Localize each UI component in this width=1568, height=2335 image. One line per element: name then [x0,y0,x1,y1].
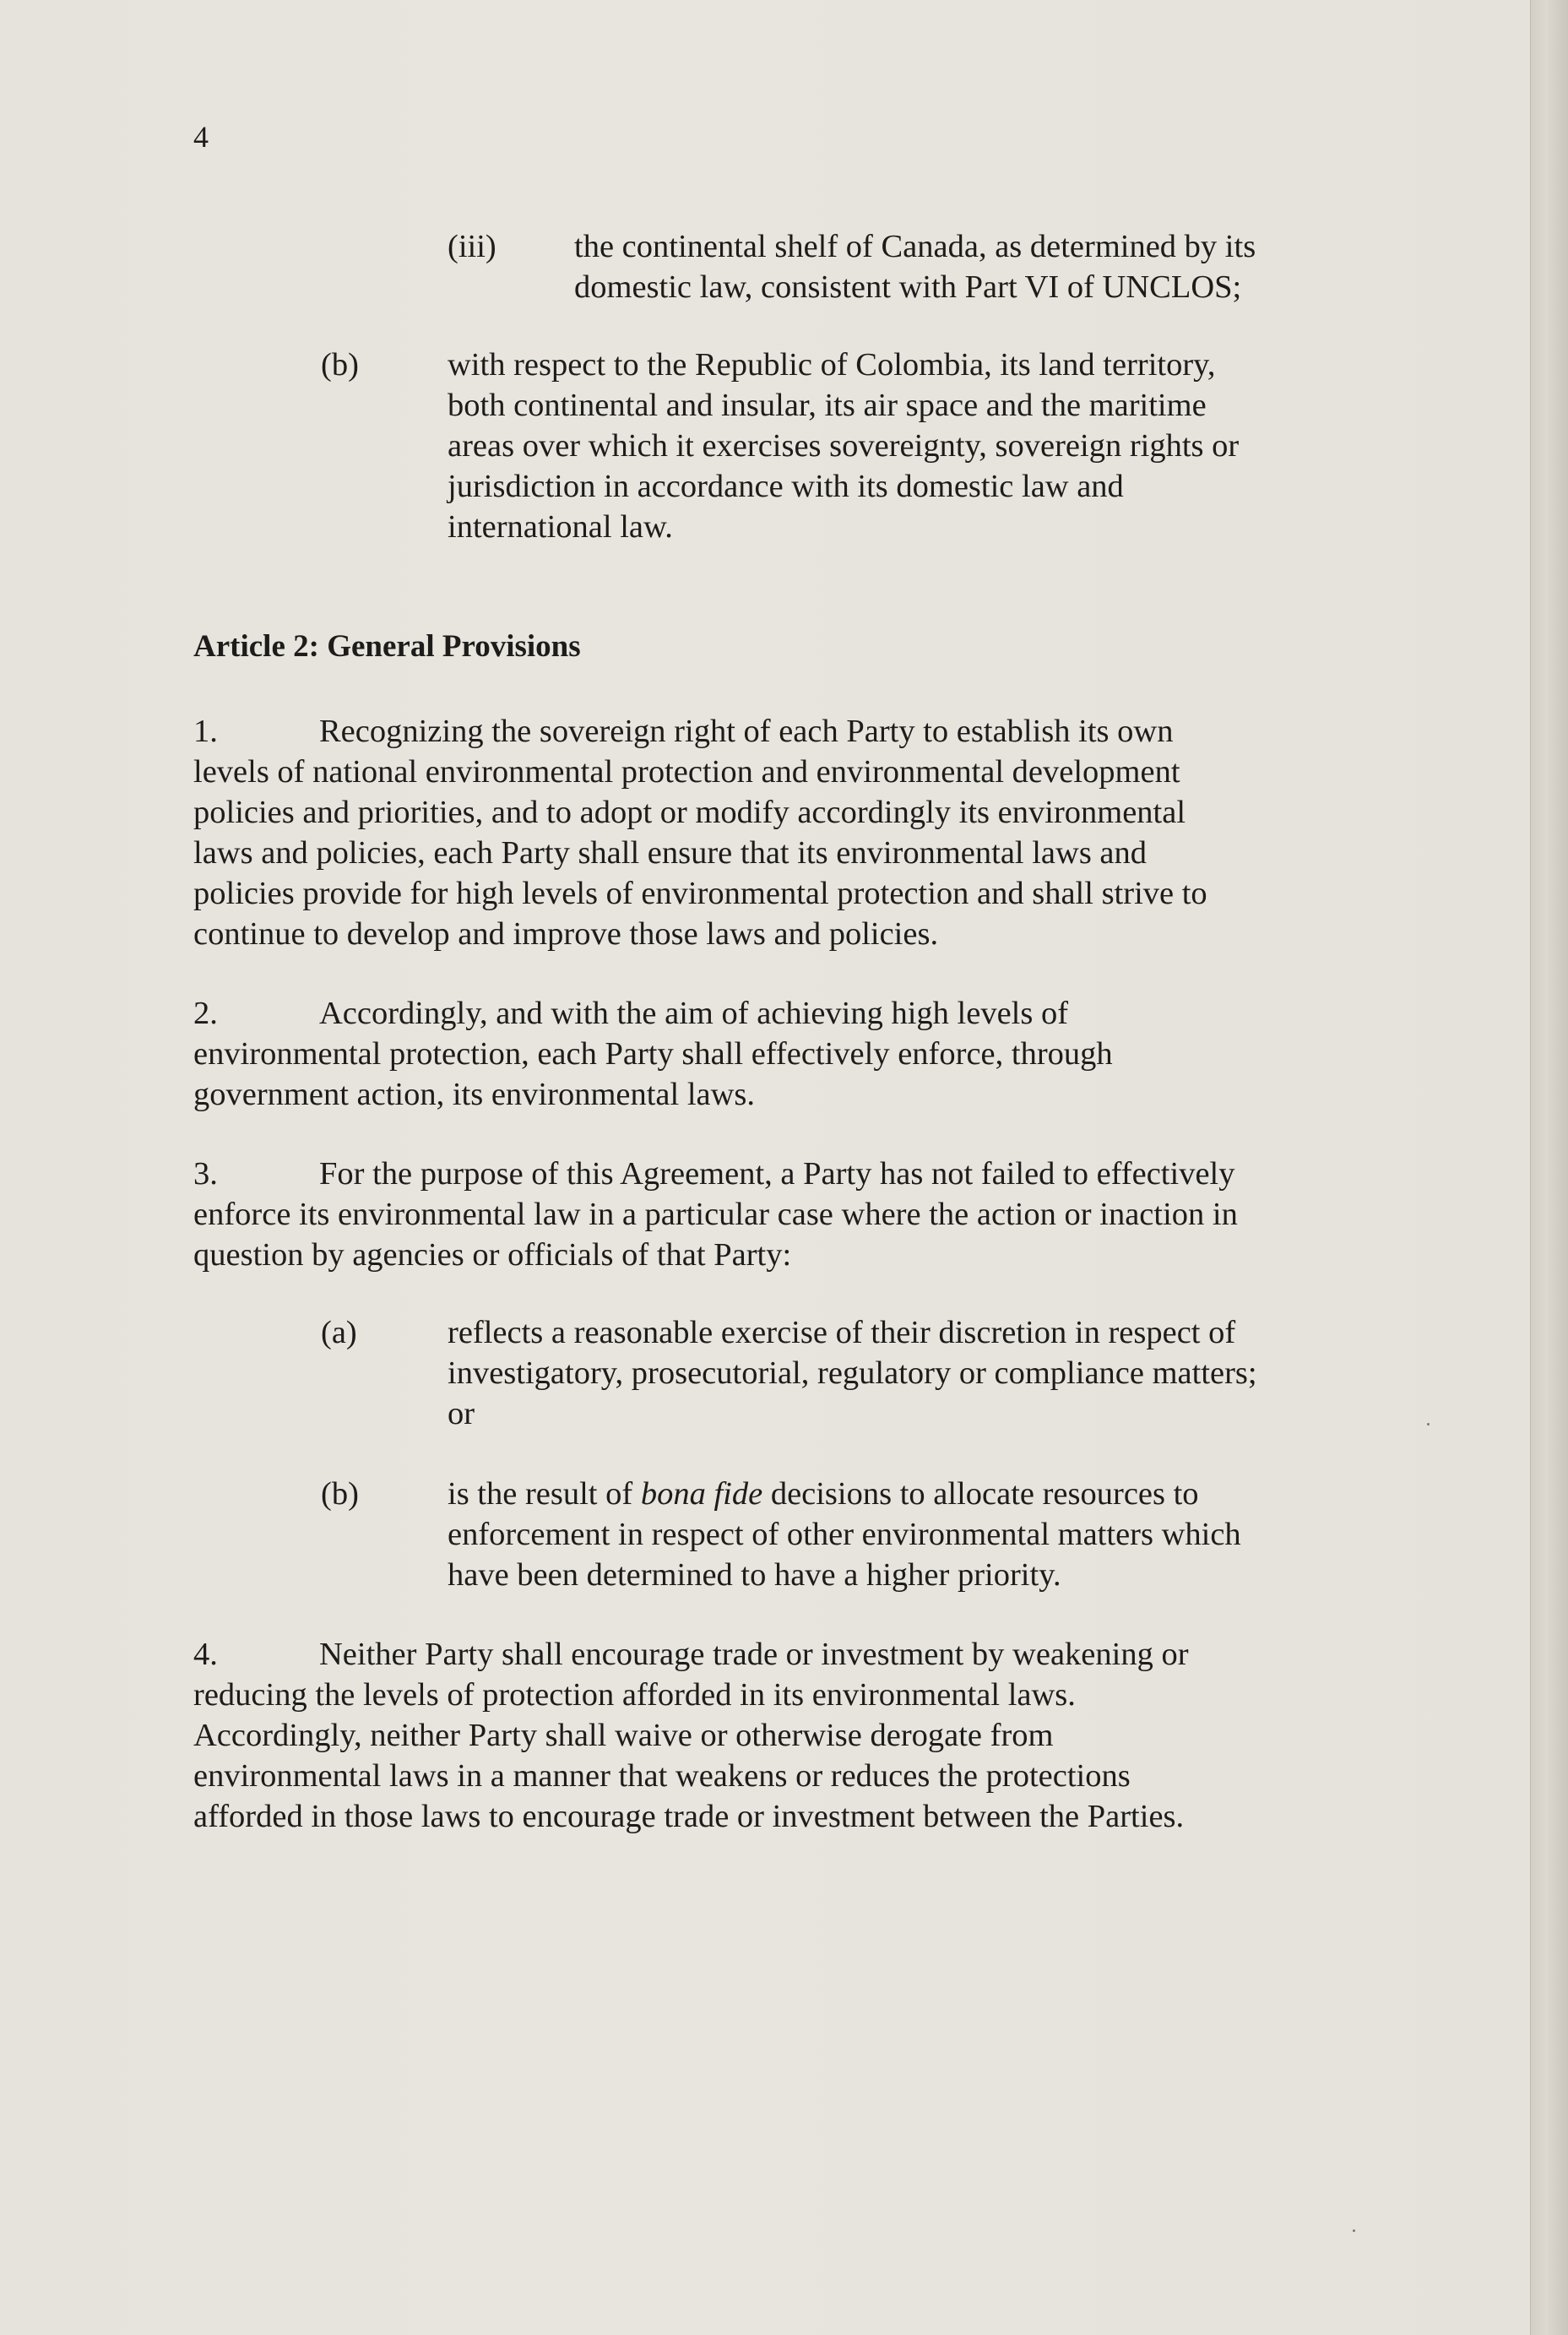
text-line: jurisdiction in accordance with its domestic law and [448,469,1124,504]
item-b-text [448,1474,1376,1595]
text-line: environmental protection, each Party shall effectively enforce, through [193,1036,1113,1072]
text-segment: decisions to allocate resources to [762,1476,1199,1512]
item-a-label: (a) [321,1315,357,1350]
text-line-content: For the purpose of this Agreement, a Party has not failed to effectively [319,1156,1235,1192]
text-line [193,1154,1342,1194]
paragraph-2 [193,993,1342,1115]
text-line-content: Accordingly, and with the aim of achieving high levels of [319,996,1069,1031]
text-line: laws and policies, each Party shall ensure that its environmental laws and [193,835,1148,871]
item-iii-text [574,226,1419,307]
page-number: 4 [193,120,209,154]
paper-speck [1427,1423,1430,1425]
paragraph-number: 2. [193,996,218,1031]
text-line: Accordingly, neither Party shall waive or otherwise derogate from [193,1718,1054,1753]
text-line [448,1474,1376,1514]
text-line: question by agencies or officials of that Party: [193,1237,792,1273]
item-b-def-text [448,345,1376,547]
paragraph-number: 1. [193,714,218,749]
page-edge [1530,0,1568,2335]
item-b-def-label: (b) [321,347,359,383]
paper-speck [1353,2229,1355,2232]
text-line: international law. [448,509,673,545]
text-line: afforded in those laws to encourage trade or investment between the Parties. [193,1799,1185,1834]
text-line: investigatory, prosecutorial, regulatory or compliance matters; [448,1355,1257,1391]
text-line: areas over which it exercises sovereignty, sovereign rights or [448,428,1240,464]
text-line: have been determined to have a higher priority. [448,1557,1061,1593]
item-b-label: (b) [321,1476,359,1512]
text-line: both continental and insular, its air space and the maritime [448,388,1207,423]
paragraph-number: 4. [193,1637,218,1672]
text-line: or [448,1396,475,1431]
item-iii-label: (iii) [448,229,496,264]
text-line: enforcement in respect of other environmental matters which [448,1517,1241,1552]
text-segment: is the result of [448,1476,641,1512]
paragraph-1 [193,711,1342,954]
text-line: reducing the levels of protection afforded in its environmental laws. [193,1677,1076,1713]
text-line: continue to develop and improve those laws and policies. [193,916,939,952]
text-line-content: Recognizing the sovereign right of each Party to establish its own [319,714,1174,749]
text-line: with respect to the Republic of Colombia, its land territory, [448,347,1216,383]
text-line: domestic law, consistent with Part VI of UNCLOS; [574,269,1242,305]
italic-phrase: bona fide [640,1476,763,1512]
text-line: enforce its environmental law in a particular case where the action or inaction in [193,1197,1238,1232]
article-heading: Article 2: General Provisions [193,629,581,664]
text-line [193,711,1342,752]
text-line-content: Neither Party shall encourage trade or investment by weakening or [319,1637,1189,1672]
text-line: the continental shelf of Canada, as determined by its [574,229,1256,264]
text-line: environmental laws in a manner that weakens or reduces the protections [193,1758,1131,1794]
text-line [193,993,1342,1034]
text-line [193,1634,1342,1675]
paragraph-4 [193,1634,1342,1837]
paragraph-3 [193,1154,1342,1275]
item-a-text [448,1312,1393,1434]
text-line: policies and priorities, and to adopt or modify accordingly its environmental [193,795,1186,830]
text-line: reflects a reasonable exercise of their discretion in respect of [448,1315,1236,1350]
paragraph-number: 3. [193,1156,218,1192]
text-line: policies provide for high levels of environmental protection and shall strive to [193,876,1207,911]
text-line: government action, its environmental laws. [193,1077,756,1112]
text-line: levels of national environmental protection and environmental development [193,754,1180,790]
